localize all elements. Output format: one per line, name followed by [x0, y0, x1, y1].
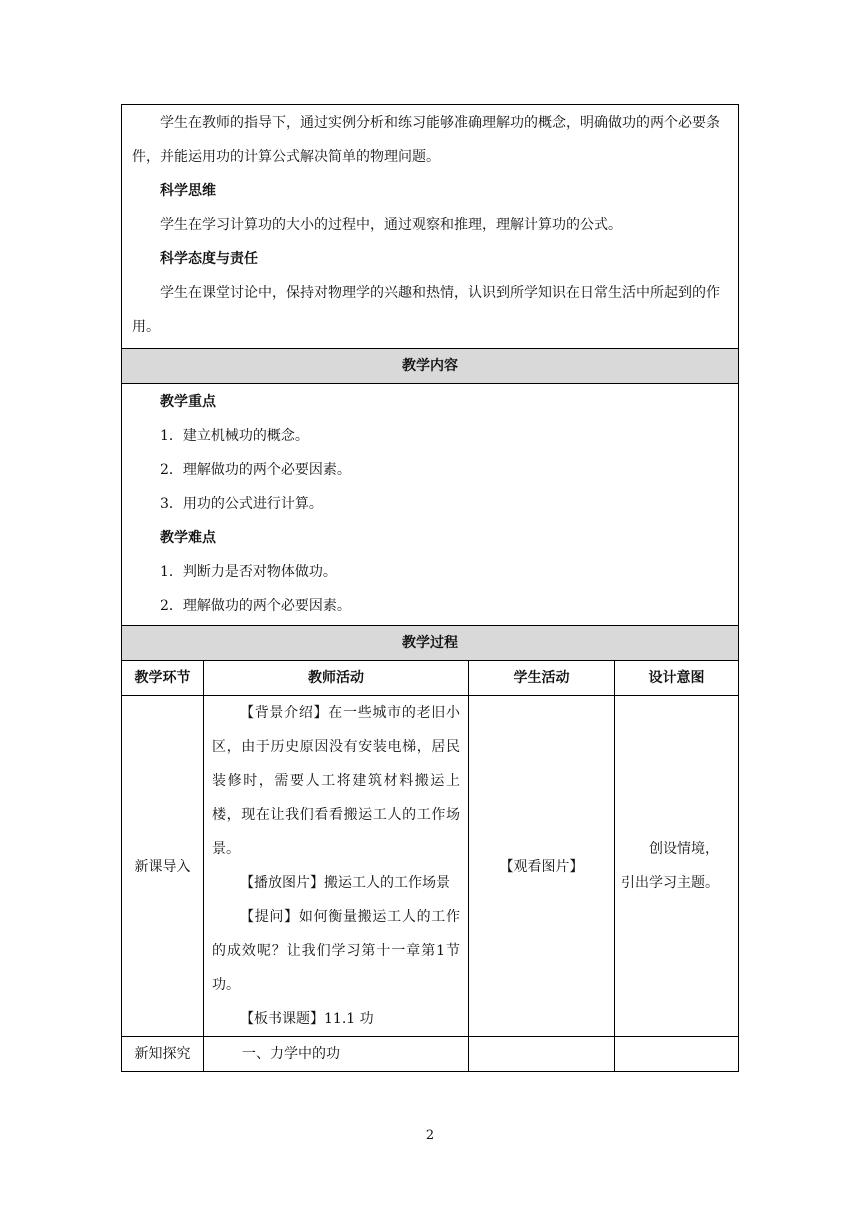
content-row [122, 384, 739, 626]
intent-cell [615, 696, 739, 1037]
objective-paragraph: 学生在教师的指导下，通过实例分析和练习能够准确理解功的概念，明确做功的两个必要条件，并能运用功的计算公式解决简单的物理问题。 [132, 115, 720, 165]
teacher-activity-paragraph: 【提问】如何衡量搬运工人的工作的成效呢？让我们学习第十一章第1节 功。 [212, 909, 474, 993]
heading-difficult-points: 教学难点 [160, 530, 216, 546]
difficult-point-item: 1．判断力是否对物体做功。 [160, 564, 337, 580]
column-header-teacher: 教师活动 [204, 661, 469, 696]
column-header-student: 学生活动 [469, 661, 615, 696]
table-row [122, 696, 739, 1037]
section-teaching-content: 教学内容 [122, 349, 739, 384]
teacher-activity-paragraph: 【板书课题】11.1 功 [240, 1011, 374, 1027]
objectives-row [122, 105, 739, 349]
teacher-activity-cell [204, 696, 474, 1037]
intent-cell [615, 1037, 739, 1072]
table-row [122, 1037, 739, 1072]
difficult-point-item: 2．理解做功的两个必要因素。 [160, 598, 351, 614]
thinking-paragraph: 学生在学习计算功的大小的过程中，通过观察和推理，理解计算功的公式。 [160, 217, 622, 233]
stage-cell: 新课导入 [122, 696, 204, 1037]
lesson-plan-table [121, 104, 739, 1072]
heading-key-points: 教学重点 [160, 394, 216, 410]
key-point-item: 1．建立机械功的概念。 [160, 428, 309, 444]
column-header-intent: 设计意图 [615, 661, 739, 696]
intent-text: 创设情境，引出学习主题。 [621, 841, 719, 891]
student-activity-cell [469, 1037, 615, 1072]
teacher-activity-paragraph: 【播放图片】搬运工人的工作场景 [240, 875, 450, 891]
section-teaching-process: 教学过程 [122, 626, 739, 661]
column-header-row [122, 661, 739, 696]
column-header-stage: 教学环节 [122, 661, 204, 696]
student-activity-cell: 【观看图片】 [469, 696, 615, 1037]
teacher-activity-cell: 一、力学中的功 [204, 1037, 469, 1072]
teacher-activity-paragraph: 【背景介绍】在一些城市的老旧小区，由于历史原因没有安装电梯，居民装修时，需要人工将建筑材料搬运上楼，现在让我们看看搬运工人的工作场景。 [212, 705, 460, 857]
heading-scientific-attitude: 科学态度与责任 [160, 251, 258, 267]
heading-scientific-thinking: 科学思维 [160, 183, 216, 199]
attitude-paragraph: 学生在课堂讨论中，保持对物理学的兴趣和热情，认识到所学知识在日常生活中所起到的作用。 [132, 285, 720, 335]
page-number: 2 [425, 1128, 435, 1143]
key-point-item: 3．用功的公式进行计算。 [160, 496, 323, 512]
stage-cell: 新知探究 [122, 1037, 204, 1072]
key-point-item: 2．理解做功的两个必要因素。 [160, 462, 351, 478]
